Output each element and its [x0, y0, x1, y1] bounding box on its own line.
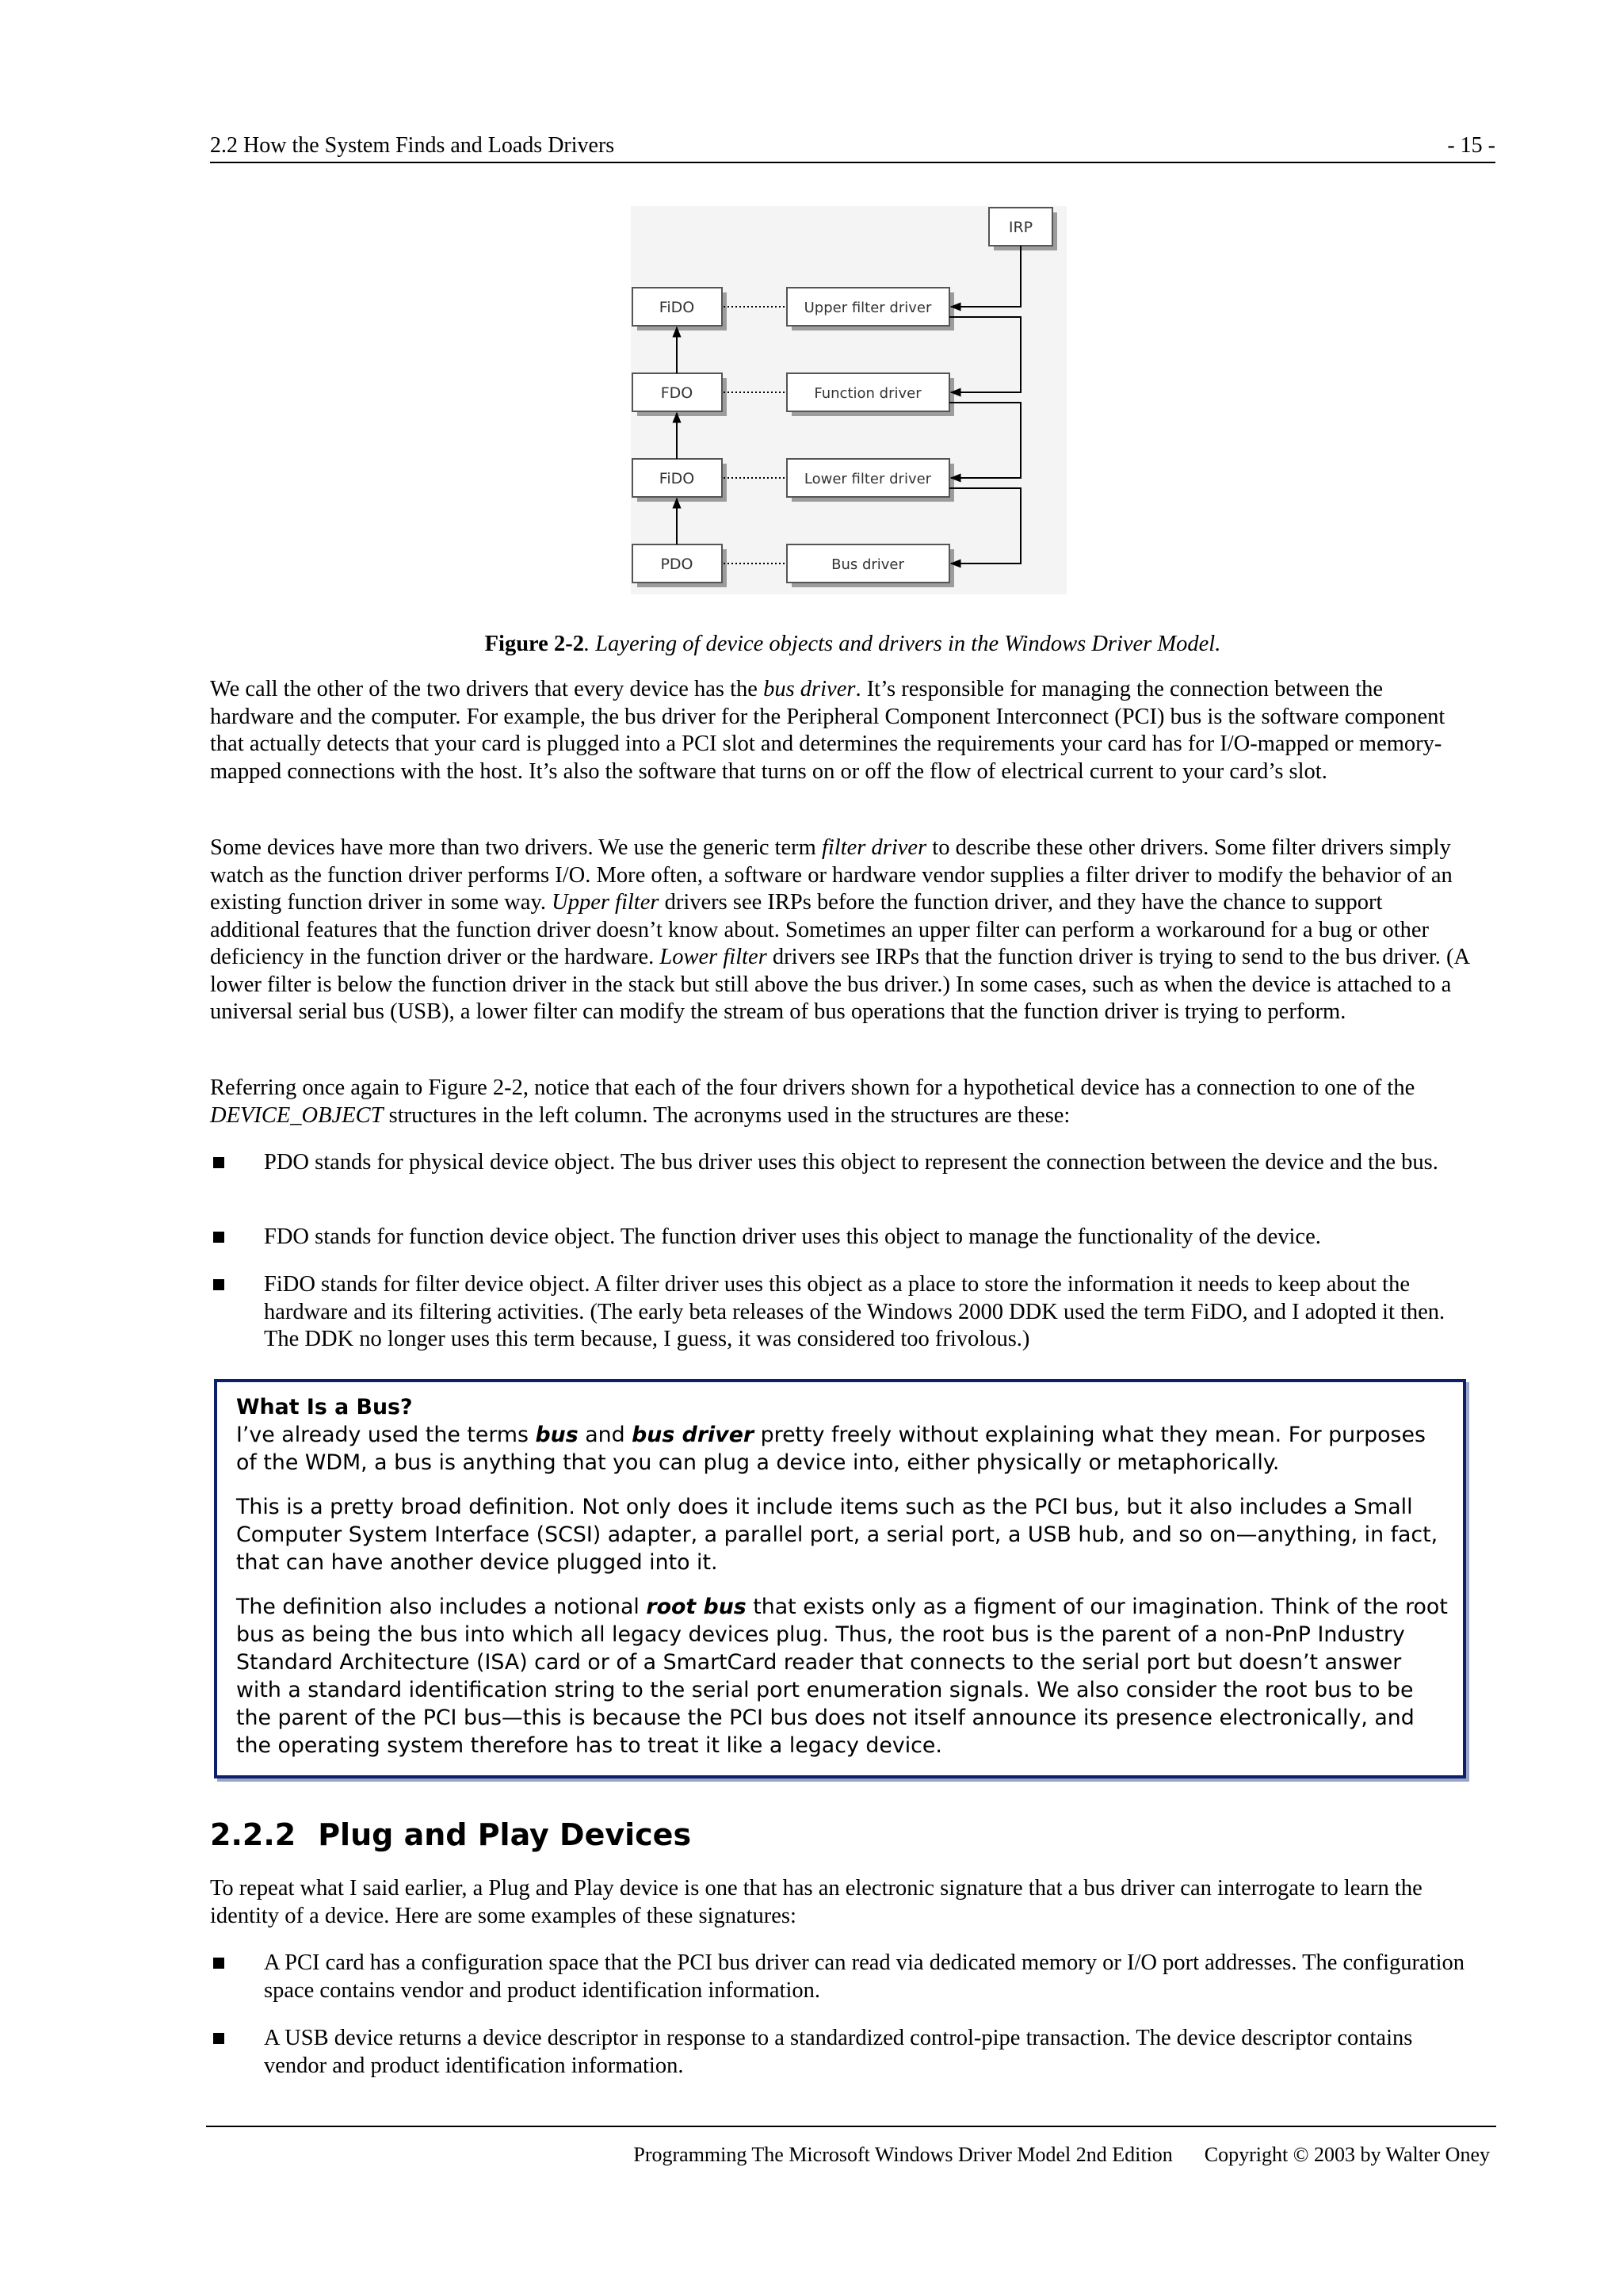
bullet-square-icon	[213, 2033, 224, 2044]
device-object-fido-lower	[632, 459, 727, 502]
bullet-square-icon	[213, 1279, 224, 1290]
bullet-square-icon	[213, 1232, 224, 1243]
list-item: PDO stands for physical device object. The bus driver uses this object to represent the connection between the device and the bus.	[210, 1149, 1470, 1177]
figure-caption	[210, 632, 1495, 657]
sidebar-paragraph: The definition also includes a notional root bus that exists only as a figment of our imagination. Think of the root bus as being the bus into which all legacy devices plug. Thus, the root bus is the parent of a non-PnP Industry Standard Architecture (ISA) card or of a SmartCard reader that connects to the serial port but doesn’t answer with a standard identification string to the serial port enumeration signals. We also consider the root bus to be the parent of the PCI bus—this is because the PCI bus does not itself announce its presence electronically, and the operating system therefore has to treat it like a legacy device.	[236, 1595, 1448, 1758]
svg-text:FiDO: FiDO	[659, 299, 695, 316]
irp-box	[989, 208, 1057, 250]
driver-bus	[787, 544, 954, 587]
section-heading	[210, 1817, 691, 1852]
svg-text:FDO: FDO	[660, 384, 693, 402]
caption-text: . Layering of device objects and drivers in the Windows Driver Model.	[583, 632, 1221, 656]
device-object-fido-upper	[632, 288, 727, 330]
svg-text:Upper filter driver: Upper filter driver	[804, 300, 932, 316]
figure-driver-layering	[631, 206, 1067, 594]
device-object-pdo	[632, 544, 727, 587]
list-item: FDO stands for function device object. The function driver uses this object to manage the functionality of the device.	[210, 1224, 1470, 1251]
page-header	[210, 130, 1495, 163]
svg-text:PDO: PDO	[660, 556, 693, 573]
svg-text:Lower filter driver: Lower filter driver	[804, 471, 932, 487]
driver-layering-diagram	[631, 206, 1067, 594]
driver-function	[787, 373, 954, 416]
page-footer	[206, 2126, 1496, 2167]
svg-text:Function driver: Function driver	[814, 385, 922, 402]
sidebar-paragraph: I’ve already used the terms bus and bus driver pretty freely without explaining what they mean. For purposes of the WDM, a bus is anything that you can plug a device into, either physically or metaphorically.	[236, 1423, 1426, 1475]
section-title: Plug and Play Devices	[318, 1817, 692, 1852]
bullet-square-icon	[213, 1958, 224, 1969]
svg-text:Bus driver: Bus driver	[831, 556, 904, 573]
header-section-title: 2.2 How the System Finds and Loads Drivers	[210, 133, 615, 158]
list-item: A USB device returns a device descriptor in response to a standardized control-pipe transaction. The device descriptor contains vendor and product identification information.	[210, 2025, 1470, 2080]
bullet-square-icon	[213, 1157, 224, 1168]
paragraph-pnp-signature: To repeat what I said earlier, a Plug and Play device is one that has an electronic signature that a bus driver can interrogate to learn the identity of a device. Here are some examples of these signatures:	[210, 1876, 1423, 1928]
sidebar-title: What Is a Bus?	[236, 1395, 413, 1419]
paragraph-bus-driver: We call the other of the two drivers that every device has the bus driver. It’s responsible for managing the connection between the hardware and the computer. For example, the bus driver for the Peripheral Component Interconnect (PCI) bus is the software component that actually detects that your card is plugged into a PCI slot and determines the requirements your card has for I/O-mapped or memory-mapped connections with the host. It’s also the software that turns on or off the flow of electrical current to your card’s slot.	[210, 677, 1445, 784]
driver-lower-filter	[787, 459, 954, 502]
paragraph-acronyms: Referring once again to Figure 2-2, notice that each of the four drivers shown for a hypothetical device has a connection to one of the DEVICE_OBJECT structures in the left column. The acronyms used in the structures are these:	[210, 1075, 1415, 1128]
sidebar-paragraph: This is a pretty broad definition. Not only does it include items such as the PCI bus, but it also includes a Small Computer System Interface (SCSI) adapter, a parallel port, a serial port, a USB hub, and so on—anything, in fact, that can have another device plugged into it.	[236, 1495, 1438, 1575]
paragraph-filter-drivers: Some devices have more than two drivers. We use the generic term filter driver to describe these other drivers. Some filter drivers simply watch as the function driver performs I/O. More often, a software or hardware vendor supplies a filter driver to modify the behavior of an existing function driver in some way. Upper filter drivers see IRPs before the function driver, and they have the chance to support additional features that the function driver doesn’t know about. Sometimes an upper filter can perform a workaround for a bug or other deficiency in the function driver or the hardware. Lower filter drivers see IRPs that the function driver is trying to send to the bus driver. (A lower filter is below the function driver in the stack but still above the bus driver.) In some cases, such as when the device is attached to a universal serial bus (USB), a lower filter can modify the stream of bus operations that the function driver is trying to perform.	[210, 835, 1469, 1024]
list-item: A PCI card has a configuration space that the PCI bus driver can read via dedicated memory or I/O port addresses. The configuration space contains vendor and product identification information.	[210, 1950, 1470, 2004]
driver-upper-filter	[787, 288, 954, 330]
footer-book-title: Programming The Microsoft Windows Driver Model 2nd Edition	[633, 2143, 1173, 2166]
section-number: 2.2.2	[210, 1817, 296, 1852]
footer-copyright: Copyright © 2003 by Walter Oney	[1204, 2143, 1490, 2166]
device-object-fdo	[632, 373, 727, 416]
svg-text:FiDO: FiDO	[659, 470, 695, 487]
sidebar-what-is-a-bus	[214, 1379, 1466, 1778]
header-page-number: - 15 -	[1447, 133, 1495, 158]
list-item: FiDO stands for filter device object. A filter driver uses this object as a place to store the information it needs to keep about the hardware and its filtering activities. (The early beta releases of the Windows 2000 DDK used the term FiDO, and I adopted it then. The DDK no longer uses this term because, I guess, it was considered too frivolous.)	[210, 1271, 1470, 1354]
caption-label: Figure 2-2	[484, 632, 584, 656]
irp-label: IRP	[1008, 219, 1033, 236]
